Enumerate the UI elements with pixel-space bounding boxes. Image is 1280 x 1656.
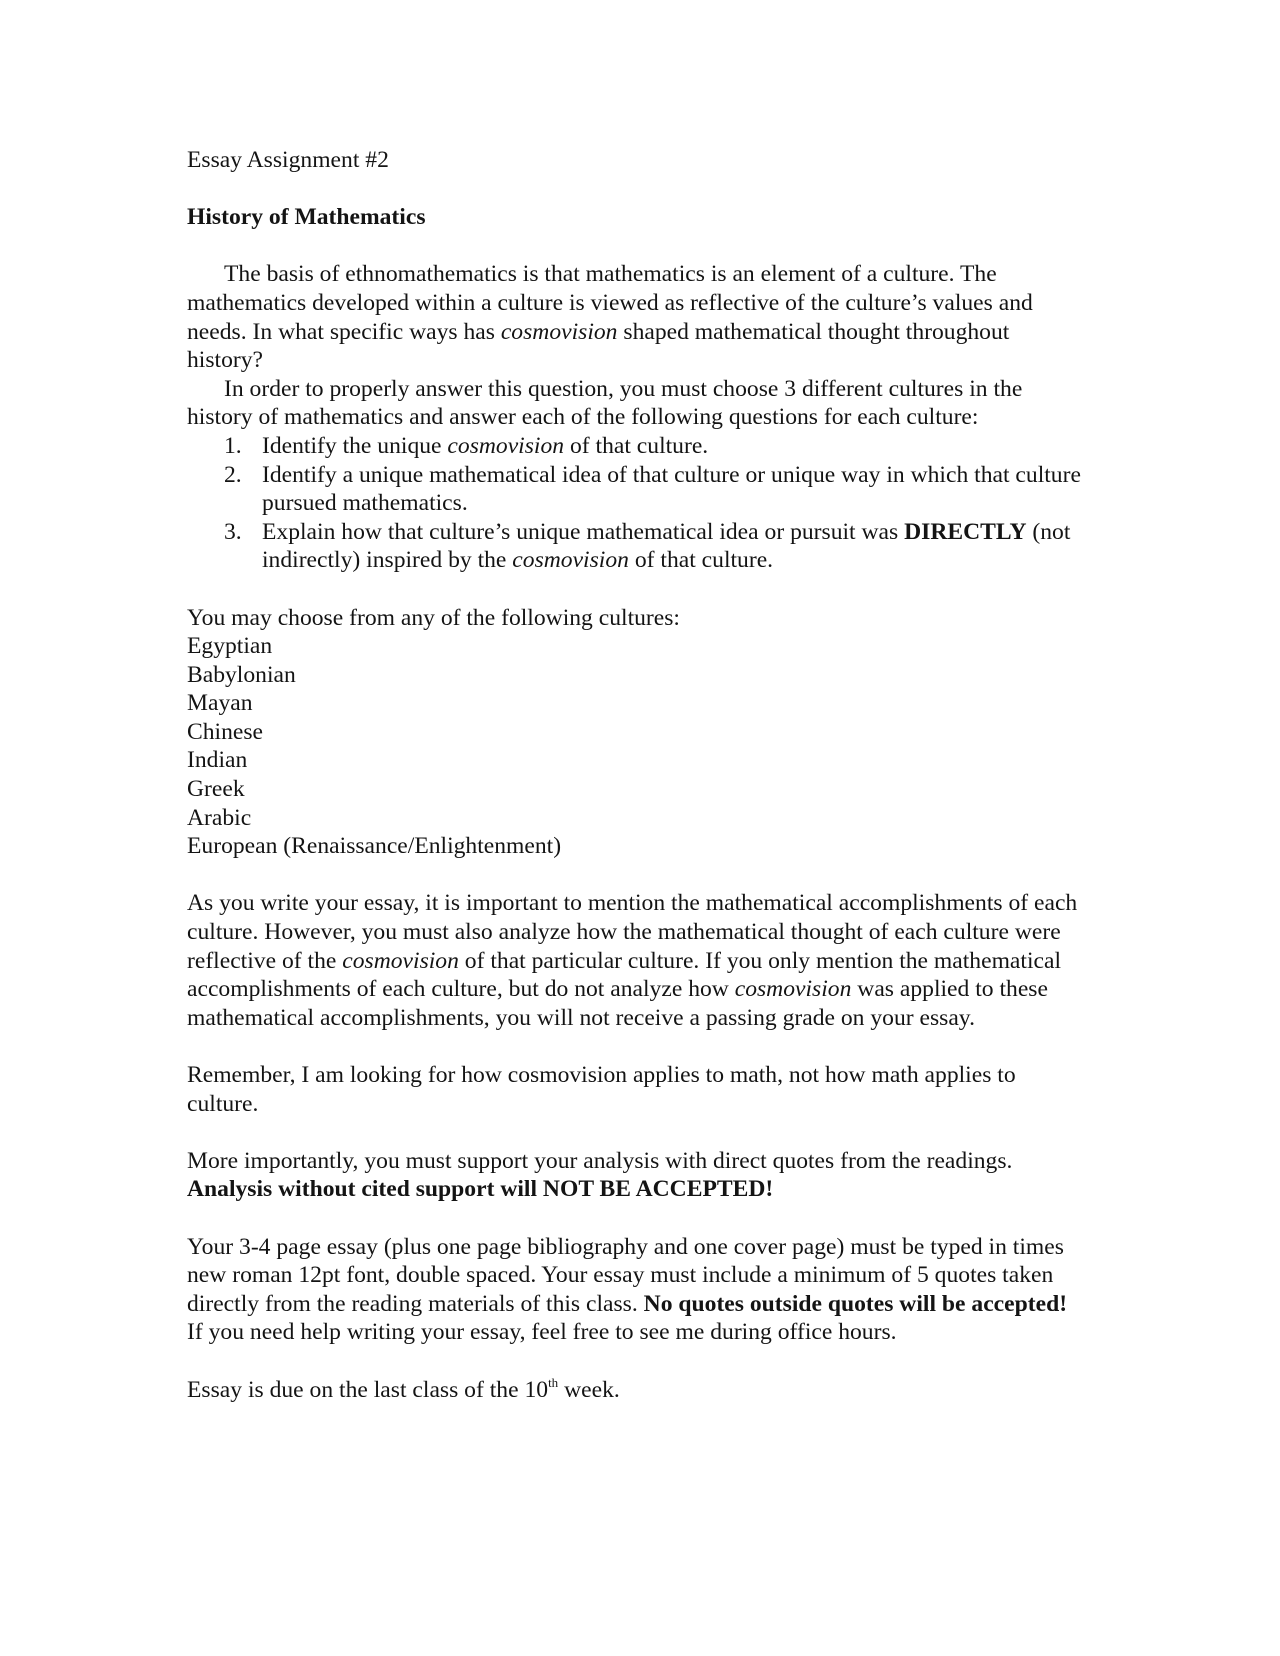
- spacer: [187, 1204, 1087, 1233]
- instructions-paragraph: In order to properly answer this question, you must choose 3 different cultures in the history of mathematics and answer each of the following questions for each culture:: [187, 375, 1023, 431]
- culture-item: Indian: [187, 747, 248, 774]
- document-title: History of Mathematics: [187, 204, 426, 231]
- spacer: [187, 175, 1087, 204]
- question-item: 3. Explain how that culture’s unique mathematical idea or pursuit was DIRECTLY (not indirectly) inspired by the cosmovision of that culture.: [224, 518, 1071, 574]
- assignment-label: Essay Assignment #2: [187, 147, 389, 173]
- question-item: 1. Identify the unique cosmovision of that culture.: [224, 432, 709, 459]
- culture-item: Babylonian: [187, 661, 296, 688]
- spacer: [187, 1032, 1087, 1061]
- format-paragraph: Your 3-4 page essay (plus one page bibliography and one cover page) must be typed in times new roman 12pt font, double spaced. Your essay must include a minimum of 5 quotes taken directly from the reading materials of this class. No quotes outside quotes will be accepted! If you need help writing your essay, feel free to see me during office hours.: [187, 1233, 1068, 1346]
- question-number: 1.: [224, 432, 242, 459]
- spacer: [187, 1347, 1087, 1376]
- culture-item: Egyptian: [187, 633, 273, 660]
- spacer: [187, 861, 1087, 890]
- question-number: 2.: [224, 461, 242, 488]
- document-page: [187, 146, 1087, 1404]
- culture-list: [187, 632, 1087, 861]
- spacer: [187, 232, 1087, 261]
- culture-item: European (Renaissance/Enlightenment): [187, 833, 562, 860]
- culture-item: Greek: [187, 776, 245, 803]
- culture-item: Arabic: [187, 804, 252, 831]
- question-number: 3.: [224, 518, 242, 545]
- remember-paragraph: Remember, I am looking for how cosmovision applies to math, not how math applies to culture.: [187, 1062, 1016, 1117]
- support-warning: Analysis without cited support will NOT BE ACCEPTED!: [187, 1176, 774, 1203]
- culture-item: Chinese: [187, 718, 264, 745]
- intro-paragraph: The basis of ethnomathematics is that mathematics is an element of a culture. The mathematics developed within a culture is viewed as reflective of the culture’s values and needs. In what specific ways has cosmovision shaped mathematical thought throughout history?: [187, 261, 1033, 374]
- question-list: [187, 432, 1087, 575]
- analysis-paragraph: As you write your essay, it is important to mention the mathematical accomplishments of each culture. However, you must also analyze how the mathematical thought of each culture were reflective of the cosmovision of that particular culture. If you only mention the mathematical accomplishments of each culture, but do not analyze how cosmovision was applied to these mathematical accomplishments, you will not receive a passing grade on your essay.: [187, 890, 1078, 1031]
- culture-item: Mayan: [187, 690, 253, 717]
- cosmovision-term: cosmovision: [500, 318, 618, 345]
- support-paragraph: More importantly, you must support your analysis with direct quotes from the readings.: [187, 1147, 1013, 1174]
- due-date-line: Essay is due on the last class of the 10th week.: [187, 1374, 620, 1403]
- spacer: [187, 1118, 1087, 1147]
- question-item: 2. Identify a unique mathematical idea of that culture or unique way in which that culture pursued mathematics.: [224, 461, 1081, 517]
- cultures-intro: You may choose from any of the following cultures:: [187, 604, 680, 631]
- spacer: [187, 575, 1087, 604]
